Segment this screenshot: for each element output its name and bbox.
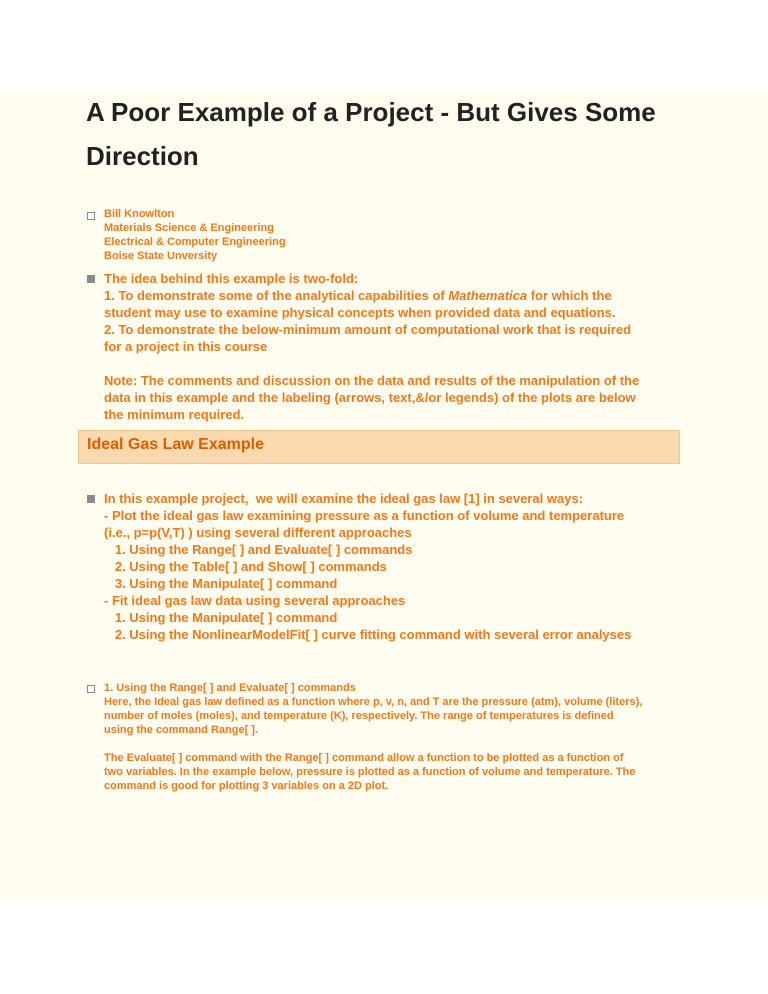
- project-line-2: - Plot the ideal gas law examining pressure as a function of volume and temperature: [104, 508, 625, 523]
- author-dept-2: Electrical & Computer Engineering: [104, 236, 286, 248]
- page-title: A Poor Example of a Project - But Gives Some Direction: [86, 97, 656, 171]
- subsection-para2-line-1: The Evaluate[ ] command with the Range[ ] command allow a function to be plotted as a function of: [104, 752, 624, 764]
- project-line-5: 2. Using the Table[ ] and Show[ ] commands: [104, 559, 387, 574]
- subsection-line-2: Here, the Ideal gas law defined as a function where p, v, n, and T are the pressure (atm), volume (liters),: [104, 696, 643, 708]
- note-line-2: data in this example and the labeling (arrows, text,&/or legends) of the plots are below: [104, 390, 636, 405]
- section-header[interactable]: [78, 430, 680, 464]
- section-title: Ideal Gas Law Example: [87, 436, 264, 453]
- intro-block: [104, 270, 704, 423]
- intro-line-2: 1. To demonstrate some of the analytical capabilities of Mathematica for which the: [104, 288, 612, 303]
- intro-line-5: for a project in this course: [104, 339, 268, 354]
- subsection-heading: 1. Using the Range[ ] and Evaluate[ ] commands: [104, 682, 356, 694]
- open-bullet-icon: [87, 685, 95, 693]
- project-line-8: 1. Using the Manipulate[ ] command: [104, 610, 338, 625]
- project-line-4: 1. Using the Range[ ] and Evaluate[ ] commands: [104, 542, 413, 557]
- open-bullet-icon: [87, 212, 95, 220]
- intro-line-4: 2. To demonstrate the below-minimum amount of computational work that is required: [104, 322, 632, 337]
- project-line-6: 3. Using the Manipulate[ ] command: [104, 576, 338, 591]
- project-line-7: - Fit ideal gas law data using several approaches: [104, 593, 406, 608]
- author-block: [104, 207, 704, 263]
- project-line-3: (i.e., p=p(V,T) ) using several different approaches: [104, 525, 412, 540]
- document-page: [0, 90, 768, 902]
- solid-bullet-icon: [87, 275, 95, 283]
- project-line-1: In this example project, we will examine the ideal gas law [1] in several ways:: [104, 491, 584, 506]
- note-line-3: the minimum required.: [104, 407, 245, 422]
- subsection-line-3: number of moles (moles), and temperature (K), respectively. The range of temperatures is defined: [104, 710, 614, 722]
- author-dept-1: Materials Science & Engineering: [104, 222, 274, 234]
- author-institution: Boise State Unversity: [104, 250, 218, 262]
- subsection-block: [104, 681, 704, 793]
- note-line-1: Note: The comments and discussion on the data and results of the manipulation of the: [104, 373, 640, 388]
- solid-bullet-icon: [87, 495, 95, 503]
- project-block: [104, 490, 704, 643]
- intro-line-3: student may use to examine physical concepts when provided data and equations.: [104, 305, 616, 320]
- subsection-para2-line-2: two variables. In the example below, pressure is plotted as a function of volume and temperature. The: [104, 766, 636, 778]
- subsection-line-4: using the command Range[ ].: [104, 724, 259, 736]
- intro-line-1: The idea behind this example is two-fold:: [104, 271, 359, 286]
- subsection-para2-line-3: command is good for plotting 3 variables on a 2D plot.: [104, 780, 389, 792]
- author-name: Bill Knowlton: [104, 208, 175, 220]
- project-line-9: 2. Using the NonlinearModelFit[ ] curve fitting command with several error analyses: [104, 627, 632, 642]
